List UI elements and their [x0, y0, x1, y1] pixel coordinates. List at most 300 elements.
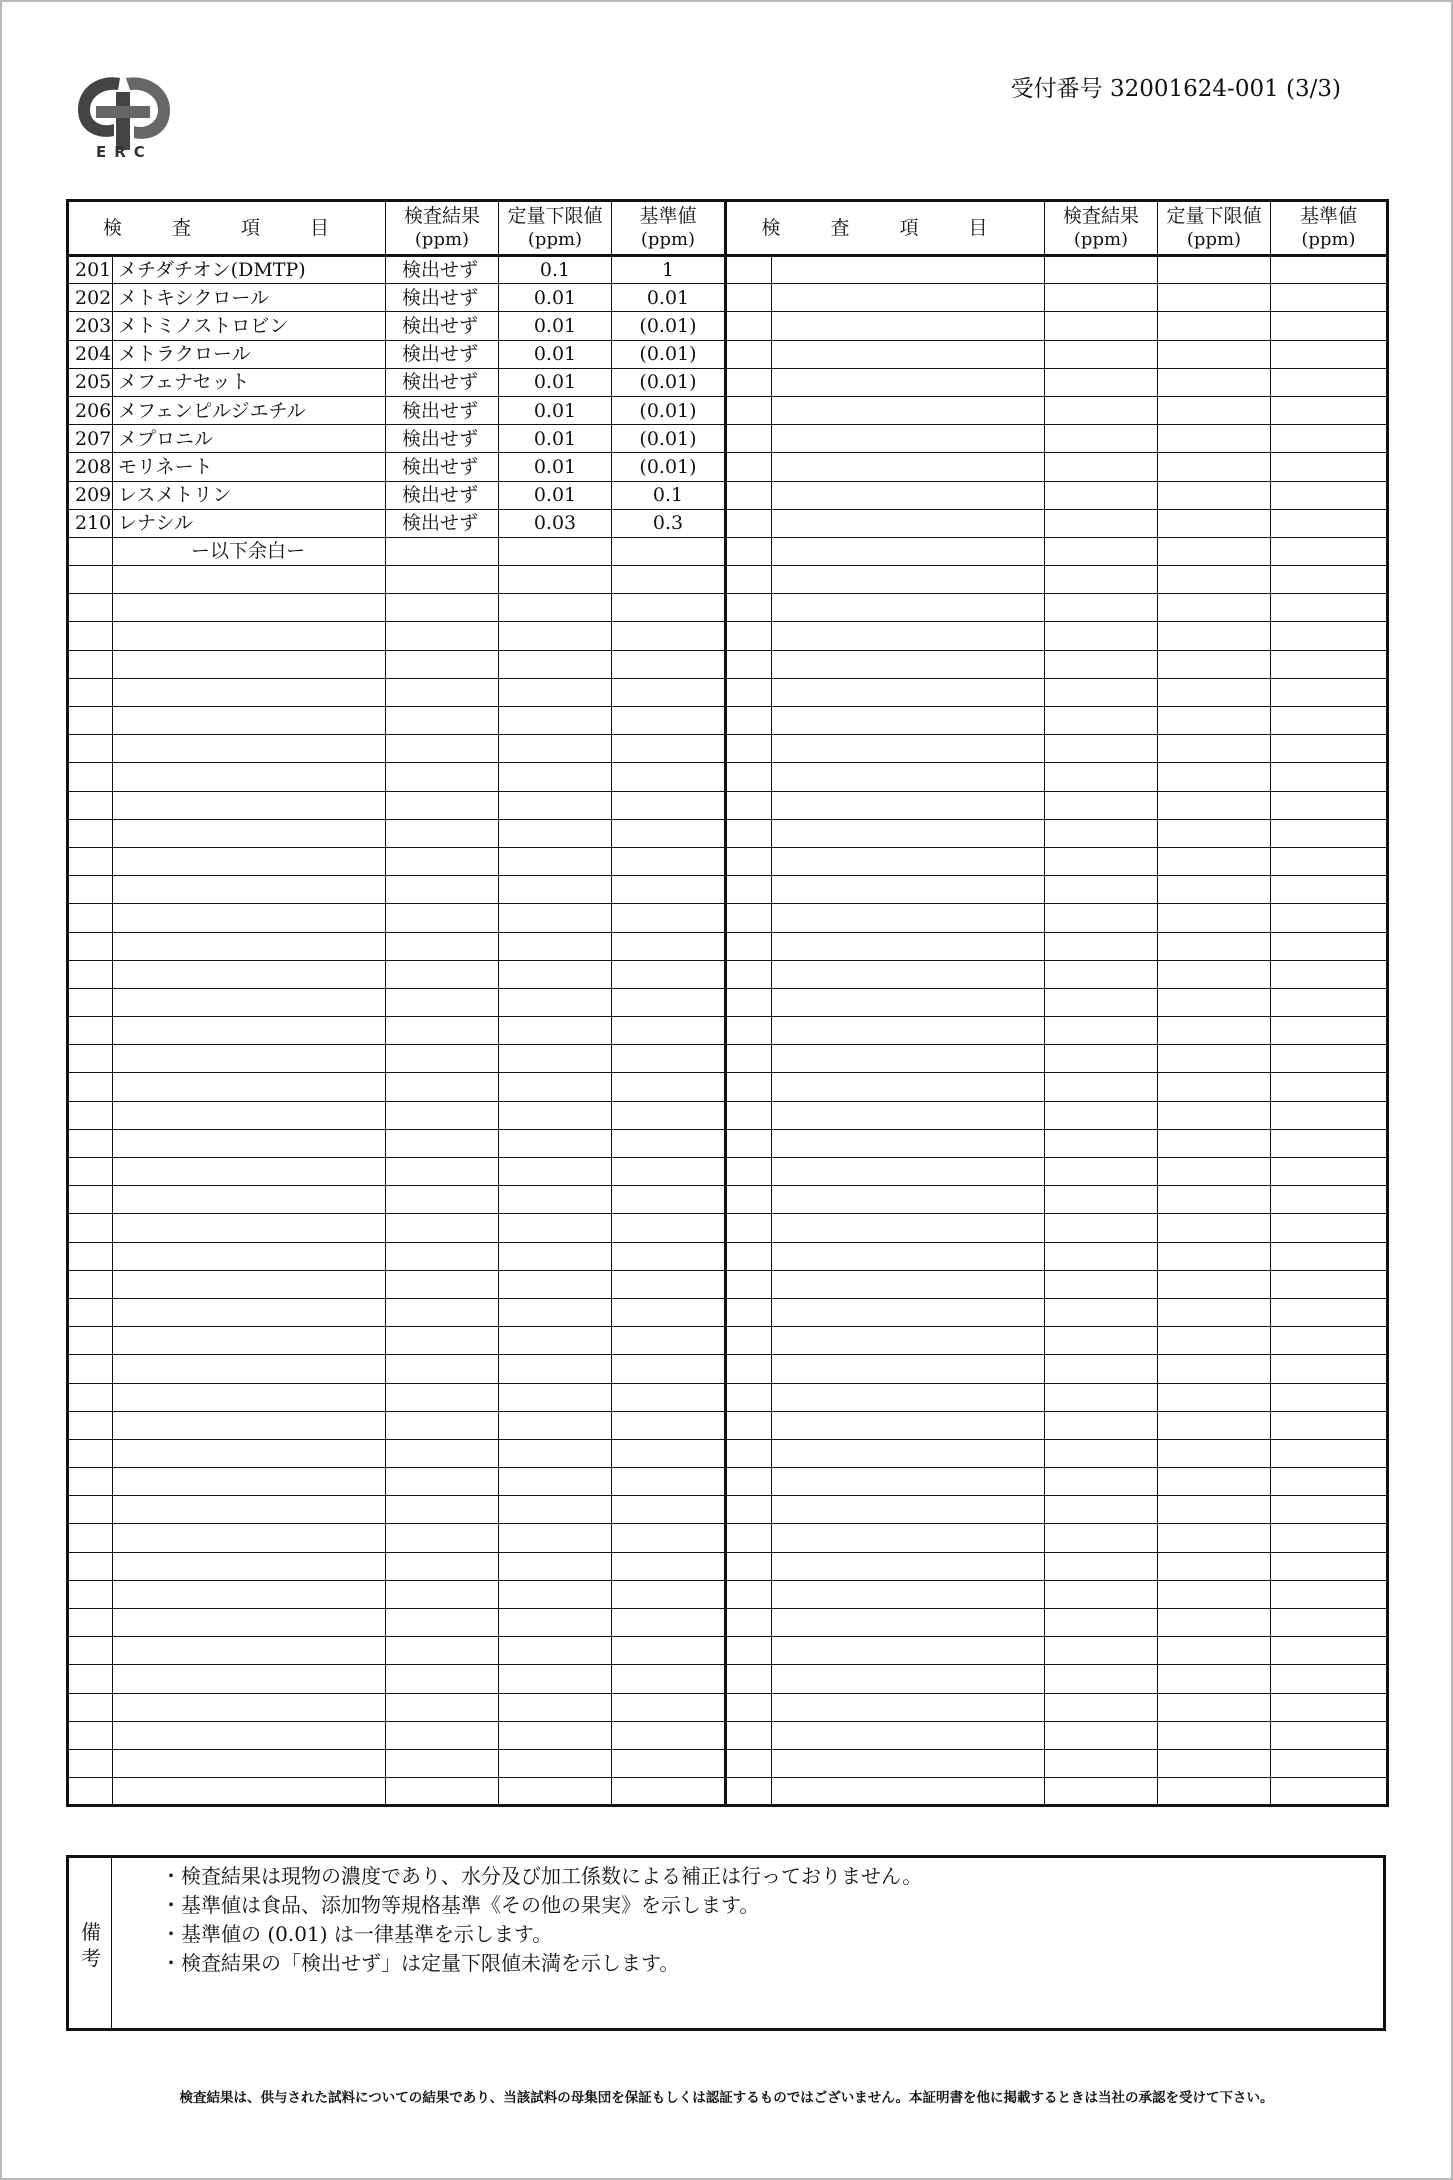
table-row — [68, 1186, 1388, 1214]
table-row — [68, 1355, 1388, 1383]
row-result-right — [1045, 1693, 1158, 1721]
row-item-name: メフェナセット — [113, 368, 386, 396]
row-lod — [499, 1665, 612, 1693]
row-number-right — [726, 1129, 772, 1157]
row-standard — [612, 707, 726, 735]
row-result — [386, 1749, 499, 1777]
row-number: 201 — [68, 256, 113, 284]
row-lod-right — [1158, 1298, 1271, 1326]
row-number-right — [726, 537, 772, 565]
row-standard-right — [1271, 1637, 1388, 1665]
row-lod-right — [1158, 622, 1271, 650]
row-item-name — [113, 1721, 386, 1749]
row-result-right — [1045, 678, 1158, 706]
row-number-right — [726, 594, 772, 622]
row-standard — [612, 1355, 726, 1383]
row-result-right — [1045, 1609, 1158, 1637]
row-standard — [612, 1693, 726, 1721]
table-row — [68, 960, 1388, 988]
row-lod-right — [1158, 481, 1271, 509]
row-result-right — [1045, 312, 1158, 340]
row-item-name-right — [772, 960, 1045, 988]
row-number — [68, 847, 113, 875]
row-item-name-right — [772, 763, 1045, 791]
table-row — [68, 1439, 1388, 1467]
row-lod: 0.01 — [499, 312, 612, 340]
row-number-right — [726, 566, 772, 594]
row-number — [68, 1045, 113, 1073]
row-standard — [612, 1439, 726, 1467]
row-lod — [499, 537, 612, 565]
remark-item: ・検査結果の「検出せず」は定量下限値未満を示します。 — [161, 1951, 680, 1975]
row-item-name-right — [772, 453, 1045, 481]
row-number-right — [726, 1693, 772, 1721]
row-lod-right — [1158, 1411, 1271, 1439]
row-lod — [499, 1101, 612, 1129]
row-result — [386, 1158, 499, 1186]
row-result — [386, 1242, 499, 1270]
table-row — [68, 1298, 1388, 1326]
row-number-right — [726, 1637, 772, 1665]
row-lod — [499, 791, 612, 819]
row-number-right — [726, 509, 772, 537]
table-row — [68, 678, 1388, 706]
row-result-right — [1045, 1298, 1158, 1326]
row-lod — [499, 1045, 612, 1073]
row-item-name-right — [772, 566, 1045, 594]
row-item-name — [113, 1749, 386, 1777]
row-lod-right — [1158, 1778, 1271, 1806]
row-result — [386, 566, 499, 594]
row-standard — [612, 1665, 726, 1693]
row-item-name — [113, 1045, 386, 1073]
row-standard-right — [1271, 1073, 1388, 1101]
row-result-right — [1045, 791, 1158, 819]
row-item-name — [113, 1129, 386, 1157]
row-standard-right — [1271, 537, 1388, 565]
row-lod-right — [1158, 509, 1271, 537]
row-number-right — [726, 1242, 772, 1270]
row-standard — [612, 847, 726, 875]
row-item-name — [113, 622, 386, 650]
row-lod-right — [1158, 678, 1271, 706]
row-result-right — [1045, 904, 1158, 932]
row-number — [68, 960, 113, 988]
row-standard — [612, 1270, 726, 1298]
row-number: 209 — [68, 481, 113, 509]
row-number-right — [726, 847, 772, 875]
row-number-right — [726, 1411, 772, 1439]
row-standard — [612, 904, 726, 932]
row-number — [68, 763, 113, 791]
row-number — [68, 1580, 113, 1608]
row-standard-right — [1271, 312, 1388, 340]
row-lod — [499, 1778, 612, 1806]
table-header-row — [68, 201, 1388, 256]
row-standard — [612, 960, 726, 988]
row-number-right — [726, 960, 772, 988]
row-standard — [612, 735, 726, 763]
table-row — [68, 1327, 1388, 1355]
row-standard: (0.01) — [612, 368, 726, 396]
row-lod-right — [1158, 735, 1271, 763]
row-lod-right — [1158, 537, 1271, 565]
row-number — [68, 1101, 113, 1129]
row-lod-right — [1158, 566, 1271, 594]
row-standard-right — [1271, 1383, 1388, 1411]
row-result: 検出せず — [386, 509, 499, 537]
row-item-name-right — [772, 425, 1045, 453]
row-number — [68, 622, 113, 650]
row-item-name — [113, 1609, 386, 1637]
row-item-name-right — [772, 1327, 1045, 1355]
row-item-name-right — [772, 1411, 1045, 1439]
row-standard — [612, 932, 726, 960]
row-item-name — [113, 847, 386, 875]
row-number-right — [726, 312, 772, 340]
row-lod — [499, 1327, 612, 1355]
row-number — [68, 1552, 113, 1580]
row-result-right — [1045, 1468, 1158, 1496]
row-number — [68, 1214, 113, 1242]
row-result-right — [1045, 1778, 1158, 1806]
row-result — [386, 1524, 499, 1552]
row-standard — [612, 1524, 726, 1552]
row-standard — [612, 1158, 726, 1186]
row-item-name — [113, 1439, 386, 1467]
row-lod-right — [1158, 312, 1271, 340]
row-result — [386, 819, 499, 847]
row-item-name — [113, 1073, 386, 1101]
row-lod — [499, 707, 612, 735]
table-row — [68, 1214, 1388, 1242]
row-result-right — [1045, 425, 1158, 453]
row-result — [386, 1552, 499, 1580]
row-result: 検出せず — [386, 340, 499, 368]
row-standard-right — [1271, 1017, 1388, 1045]
row-number — [68, 594, 113, 622]
table-row — [68, 1580, 1388, 1608]
row-item-name — [113, 932, 386, 960]
row-lod: 0.01 — [499, 425, 612, 453]
row-number — [68, 1186, 113, 1214]
row-result — [386, 932, 499, 960]
row-number — [68, 1158, 113, 1186]
row-result — [386, 1637, 499, 1665]
row-standard-right — [1271, 988, 1388, 1016]
table-row — [68, 819, 1388, 847]
row-item-name-right — [772, 368, 1045, 396]
row-number-right — [726, 932, 772, 960]
row-standard-right — [1271, 1693, 1388, 1721]
row-lod-right — [1158, 453, 1271, 481]
row-lod-right — [1158, 1242, 1271, 1270]
table-row — [68, 1045, 1388, 1073]
table-row — [68, 566, 1388, 594]
row-number: 202 — [68, 284, 113, 312]
row-lod-right — [1158, 1270, 1271, 1298]
row-standard-right — [1271, 1101, 1388, 1129]
row-result — [386, 763, 499, 791]
header-item: 検 査 項 目 — [68, 201, 386, 256]
header-result-right: 検査結果 (ppm) — [1045, 201, 1158, 256]
row-lod-right — [1158, 904, 1271, 932]
table-row — [68, 988, 1388, 1016]
row-standard-right — [1271, 1665, 1388, 1693]
row-standard — [612, 1552, 726, 1580]
row-standard — [612, 1298, 726, 1326]
row-item-name-right — [772, 1355, 1045, 1383]
row-result-right — [1045, 453, 1158, 481]
row-lod — [499, 1693, 612, 1721]
row-lod-right — [1158, 1101, 1271, 1129]
row-number-right — [726, 1383, 772, 1411]
results-table — [66, 199, 1389, 1807]
row-result-right — [1045, 566, 1158, 594]
row-lod-right — [1158, 1129, 1271, 1157]
row-lod — [499, 819, 612, 847]
row-result-right — [1045, 1721, 1158, 1749]
table-row — [68, 847, 1388, 875]
row-result — [386, 1383, 499, 1411]
row-lod — [499, 1580, 612, 1608]
row-result-right — [1045, 1439, 1158, 1467]
row-result — [386, 1496, 499, 1524]
table-row — [68, 1637, 1388, 1665]
row-result-right — [1045, 1158, 1158, 1186]
row-result — [386, 1101, 499, 1129]
row-item-name-right — [772, 312, 1045, 340]
header-standard: 基準値 (ppm) — [612, 201, 726, 256]
row-number — [68, 988, 113, 1016]
row-item-name-right — [772, 1468, 1045, 1496]
row-result-right — [1045, 650, 1158, 678]
row-lod — [499, 622, 612, 650]
row-item-name-right — [772, 735, 1045, 763]
row-result — [386, 622, 499, 650]
row-result — [386, 791, 499, 819]
row-standard-right — [1271, 735, 1388, 763]
row-result-right — [1045, 1355, 1158, 1383]
row-item-name-right — [772, 876, 1045, 904]
row-lod — [499, 1242, 612, 1270]
row-standard: 0.01 — [612, 284, 726, 312]
row-item-name-right — [772, 650, 1045, 678]
row-result-right — [1045, 537, 1158, 565]
table-row — [68, 763, 1388, 791]
table-row — [68, 396, 1388, 424]
row-item-name: レスメトリン — [113, 481, 386, 509]
row-number-right — [726, 284, 772, 312]
row-standard — [612, 763, 726, 791]
row-number — [68, 650, 113, 678]
row-lod — [499, 594, 612, 622]
row-result-right — [1045, 1383, 1158, 1411]
row-lod — [499, 735, 612, 763]
row-lod-right — [1158, 1158, 1271, 1186]
row-standard-right — [1271, 1129, 1388, 1157]
row-number — [68, 1749, 113, 1777]
row-lod-right — [1158, 1214, 1271, 1242]
row-number-right — [726, 1468, 772, 1496]
row-lod-right — [1158, 1073, 1271, 1101]
table-row — [68, 1721, 1388, 1749]
row-standard — [612, 1411, 726, 1439]
remarks-label — [69, 1858, 112, 2028]
row-item-name — [113, 791, 386, 819]
row-standard — [612, 650, 726, 678]
row-standard-right — [1271, 256, 1388, 284]
row-standard-right — [1271, 1721, 1388, 1749]
row-standard-right — [1271, 876, 1388, 904]
row-lod-right — [1158, 1355, 1271, 1383]
row-number — [68, 904, 113, 932]
row-standard-right — [1271, 1580, 1388, 1608]
logo-text: ERC — [96, 143, 153, 161]
row-number — [68, 1693, 113, 1721]
row-result-right — [1045, 707, 1158, 735]
row-item-name-right — [772, 1129, 1045, 1157]
table-row — [68, 1411, 1388, 1439]
row-item-name-right — [772, 791, 1045, 819]
table-row — [68, 1778, 1388, 1806]
table-row — [68, 1270, 1388, 1298]
row-lod: 0.01 — [499, 453, 612, 481]
row-number-right — [726, 481, 772, 509]
row-item-name — [113, 1496, 386, 1524]
row-standard — [612, 1045, 726, 1073]
row-item-name-right — [772, 1749, 1045, 1777]
row-item-name-right — [772, 819, 1045, 847]
row-item-name — [113, 876, 386, 904]
row-number-right — [726, 1355, 772, 1383]
row-standard — [612, 594, 726, 622]
row-result — [386, 650, 499, 678]
row-number-right — [726, 1327, 772, 1355]
row-lod — [499, 932, 612, 960]
row-item-name — [113, 566, 386, 594]
row-number — [68, 1017, 113, 1045]
row-standard-right — [1271, 284, 1388, 312]
row-number-right — [726, 1439, 772, 1467]
row-lod — [499, 1496, 612, 1524]
row-item-name: レナシル — [113, 509, 386, 537]
row-number-right — [726, 1552, 772, 1580]
row-item-name — [113, 1552, 386, 1580]
table-row — [68, 1242, 1388, 1270]
row-result-right — [1045, 340, 1158, 368]
row-result — [386, 1129, 499, 1157]
row-result: 検出せず — [386, 453, 499, 481]
row-number: 206 — [68, 396, 113, 424]
row-result-right — [1045, 368, 1158, 396]
row-item-name-right — [772, 284, 1045, 312]
row-number — [68, 1665, 113, 1693]
row-result-right — [1045, 594, 1158, 622]
row-lod: 0.01 — [499, 340, 612, 368]
row-item-name-right — [772, 481, 1045, 509]
row-standard-right — [1271, 1158, 1388, 1186]
row-result — [386, 1045, 499, 1073]
row-standard-right — [1271, 1439, 1388, 1467]
row-number-right — [726, 1214, 772, 1242]
row-standard-right — [1271, 622, 1388, 650]
row-standard — [612, 1609, 726, 1637]
row-number — [68, 1524, 113, 1552]
row-item-name — [113, 1158, 386, 1186]
row-standard: (0.01) — [612, 340, 726, 368]
row-lod — [499, 1721, 612, 1749]
remarks-box — [66, 1855, 1386, 2031]
row-lod — [499, 988, 612, 1016]
row-lod-right — [1158, 876, 1271, 904]
row-standard-right — [1271, 678, 1388, 706]
row-result — [386, 847, 499, 875]
row-lod — [499, 847, 612, 875]
row-number — [68, 1383, 113, 1411]
row-item-name-right — [772, 1270, 1045, 1298]
row-item-name — [113, 1665, 386, 1693]
row-result — [386, 1721, 499, 1749]
row-result-right — [1045, 1524, 1158, 1552]
row-result — [386, 1609, 499, 1637]
table-row — [68, 1749, 1388, 1777]
row-result — [386, 594, 499, 622]
row-standard-right — [1271, 425, 1388, 453]
row-item-name-right — [772, 1298, 1045, 1326]
row-result-right — [1045, 847, 1158, 875]
row-lod — [499, 1383, 612, 1411]
row-item-name-right — [772, 1637, 1045, 1665]
row-number — [68, 1270, 113, 1298]
row-standard-right — [1271, 1411, 1388, 1439]
table-row — [68, 1129, 1388, 1157]
row-item-name — [113, 819, 386, 847]
row-standard: (0.01) — [612, 425, 726, 453]
row-lod: 0.01 — [499, 284, 612, 312]
table-row — [68, 1693, 1388, 1721]
row-item-name — [113, 1242, 386, 1270]
row-lod — [499, 960, 612, 988]
row-standard-right — [1271, 368, 1388, 396]
row-standard-right — [1271, 340, 1388, 368]
row-standard-right — [1271, 763, 1388, 791]
row-number-right — [726, 622, 772, 650]
row-item-name — [113, 988, 386, 1016]
row-result-right — [1045, 1017, 1158, 1045]
row-result-right — [1045, 1665, 1158, 1693]
row-standard-right — [1271, 707, 1388, 735]
row-number — [68, 1609, 113, 1637]
row-result: 検出せず — [386, 284, 499, 312]
row-lod — [499, 1073, 612, 1101]
row-standard-right — [1271, 1749, 1388, 1777]
row-number-right — [726, 425, 772, 453]
row-lod: 0.01 — [499, 481, 612, 509]
row-result-right — [1045, 876, 1158, 904]
row-standard — [612, 791, 726, 819]
row-item-name — [113, 1468, 386, 1496]
row-number-right — [726, 1017, 772, 1045]
row-number — [68, 1411, 113, 1439]
row-item-name — [113, 1101, 386, 1129]
row-number-right — [726, 1298, 772, 1326]
row-result-right — [1045, 1637, 1158, 1665]
table-row — [68, 256, 1388, 284]
row-standard: (0.01) — [612, 453, 726, 481]
remarks-label-1: 備 — [81, 1920, 101, 1944]
row-result — [386, 735, 499, 763]
